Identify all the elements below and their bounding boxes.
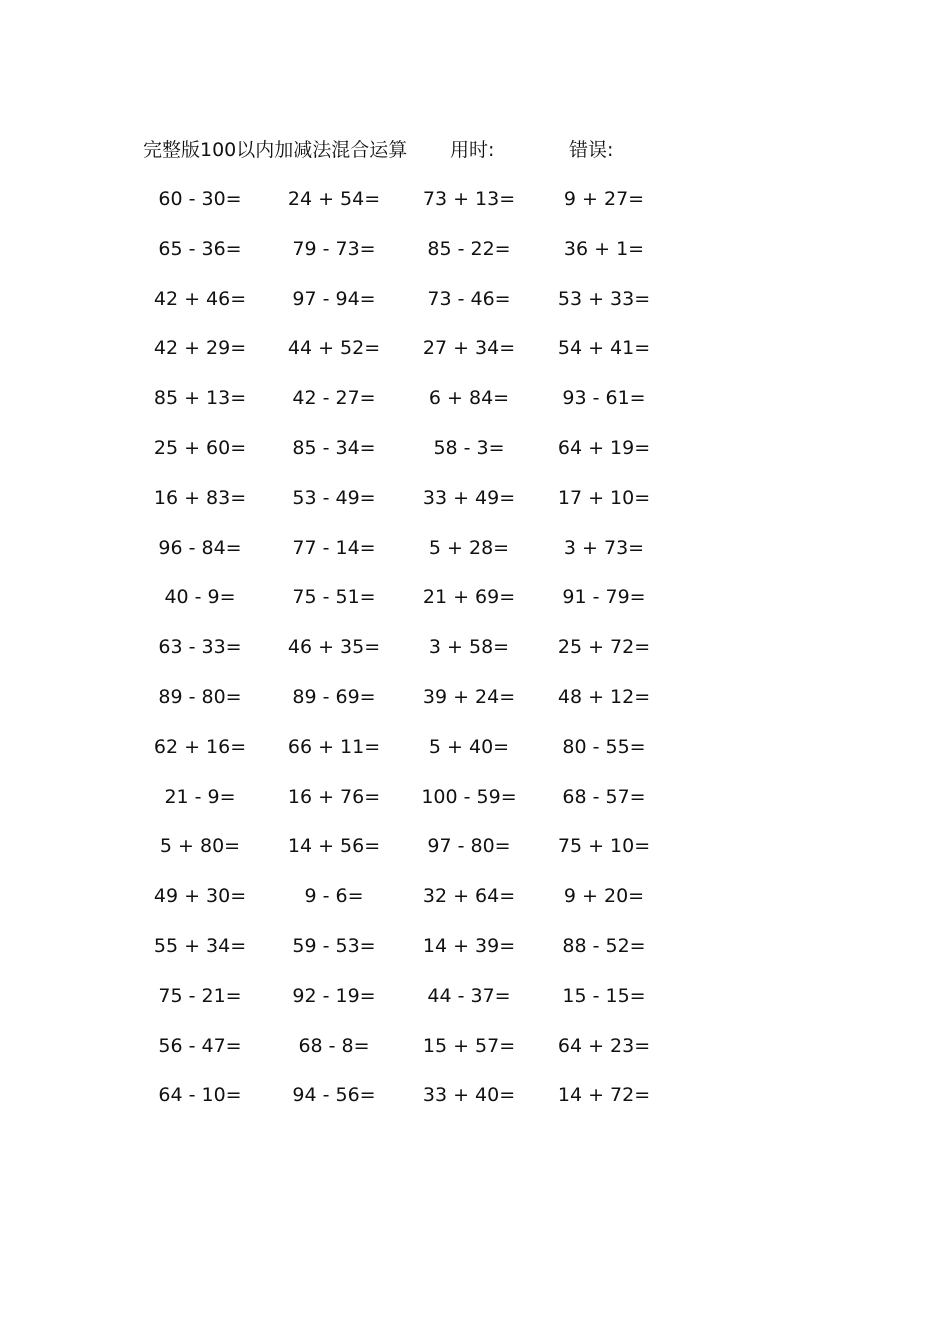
worksheet-title: 完整版100以内加减法混合运算 bbox=[143, 139, 408, 161]
problem-item: 9 - 6= bbox=[304, 885, 364, 908]
problem-item: 56 - 47= bbox=[158, 1034, 242, 1057]
problem-item: 77 - 14= bbox=[292, 536, 376, 559]
problem-item: 63 - 33= bbox=[158, 636, 242, 659]
problem-item: 68 - 57= bbox=[562, 785, 646, 808]
problem-item: 97 - 80= bbox=[427, 835, 511, 858]
problem-item: 75 - 21= bbox=[158, 984, 242, 1007]
problem-item: 89 - 80= bbox=[158, 685, 242, 708]
problem-item: 48 + 12= bbox=[557, 685, 651, 708]
problem-item: 21 - 9= bbox=[164, 785, 236, 808]
problem-item: 27 + 34= bbox=[422, 337, 516, 360]
problem-item: 15 - 15= bbox=[562, 984, 646, 1007]
problem-item: 66 + 11= bbox=[287, 735, 381, 758]
problem-item: 58 - 3= bbox=[433, 436, 505, 459]
problem-item: 44 - 37= bbox=[427, 984, 511, 1007]
problem-item: 92 - 19= bbox=[292, 984, 376, 1007]
problem-item: 91 - 79= bbox=[562, 586, 646, 609]
problem-item: 44 + 52= bbox=[287, 337, 381, 360]
problem-item: 75 + 10= bbox=[557, 835, 651, 858]
problem-item: 15 + 57= bbox=[422, 1034, 516, 1057]
problem-item: 9 + 20= bbox=[563, 885, 645, 908]
problem-item: 46 + 35= bbox=[287, 636, 381, 659]
problem-item: 97 - 94= bbox=[292, 287, 376, 310]
problem-item: 6 + 84= bbox=[428, 387, 510, 410]
problem-item: 54 + 41= bbox=[557, 337, 651, 360]
problem-item: 73 + 13= bbox=[422, 188, 516, 210]
problem-item: 24 + 54= bbox=[287, 188, 381, 210]
problem-item: 42 - 27= bbox=[292, 387, 376, 410]
problem-item: 64 - 10= bbox=[158, 1084, 242, 1107]
problem-item: 62 + 16= bbox=[153, 735, 247, 758]
problem-item: 5 + 40= bbox=[428, 735, 510, 758]
problem-item: 100 - 59= bbox=[421, 785, 517, 808]
problem-item: 80 - 55= bbox=[562, 735, 646, 758]
problem-item: 55 + 34= bbox=[153, 934, 247, 957]
problem-item: 53 - 49= bbox=[292, 486, 376, 509]
problem-item: 16 + 76= bbox=[287, 785, 381, 808]
problem-item: 25 + 72= bbox=[557, 636, 651, 659]
problem-item: 3 + 58= bbox=[428, 636, 510, 659]
problem-item: 64 + 23= bbox=[557, 1034, 651, 1057]
problem-item: 14 + 72= bbox=[557, 1084, 651, 1107]
problem-item: 14 + 39= bbox=[422, 934, 516, 957]
problem-item: 75 - 51= bbox=[292, 586, 376, 609]
problem-item: 33 + 49= bbox=[422, 486, 516, 509]
problem-item: 79 - 73= bbox=[292, 237, 376, 260]
time-used-label: 用时: bbox=[450, 139, 495, 161]
problem-item: 14 + 56= bbox=[287, 835, 381, 858]
problem-item: 68 - 8= bbox=[298, 1034, 370, 1057]
problem-item: 85 - 22= bbox=[427, 237, 511, 260]
problem-item: 85 - 34= bbox=[292, 436, 376, 459]
problem-item: 21 + 69= bbox=[422, 586, 516, 609]
problem-item: 17 + 10= bbox=[557, 486, 651, 509]
error-count-label: 错误: bbox=[569, 139, 614, 161]
problem-item: 5 + 28= bbox=[428, 536, 510, 559]
problem-item: 49 + 30= bbox=[153, 885, 247, 908]
problem-item: 85 + 13= bbox=[153, 387, 247, 410]
problem-item: 33 + 40= bbox=[422, 1084, 516, 1107]
problem-item: 40 - 9= bbox=[164, 586, 236, 609]
problem-item: 73 - 46= bbox=[427, 287, 511, 310]
problem-item: 53 + 33= bbox=[557, 287, 651, 310]
problem-item: 9 + 27= bbox=[563, 188, 645, 210]
problem-item: 42 + 46= bbox=[153, 287, 247, 310]
problem-item: 94 - 56= bbox=[292, 1084, 376, 1107]
problem-item: 89 - 69= bbox=[292, 685, 376, 708]
problem-item: 64 + 19= bbox=[557, 436, 651, 459]
problem-item: 96 - 84= bbox=[158, 536, 242, 559]
problem-item: 5 + 80= bbox=[159, 835, 241, 858]
problem-item: 93 - 61= bbox=[562, 387, 646, 410]
problem-item: 25 + 60= bbox=[153, 436, 247, 459]
problem-item: 32 + 64= bbox=[422, 885, 516, 908]
problem-item: 16 + 83= bbox=[153, 486, 247, 509]
problem-item: 3 + 73= bbox=[563, 536, 645, 559]
problem-item: 60 - 30= bbox=[158, 188, 242, 210]
problem-item: 42 + 29= bbox=[153, 337, 247, 360]
problem-item: 88 - 52= bbox=[562, 934, 646, 957]
problem-item: 65 - 36= bbox=[158, 237, 242, 260]
problem-item: 39 + 24= bbox=[422, 685, 516, 708]
problem-item: 36 + 1= bbox=[563, 237, 645, 260]
problem-item: 59 - 53= bbox=[292, 934, 376, 957]
